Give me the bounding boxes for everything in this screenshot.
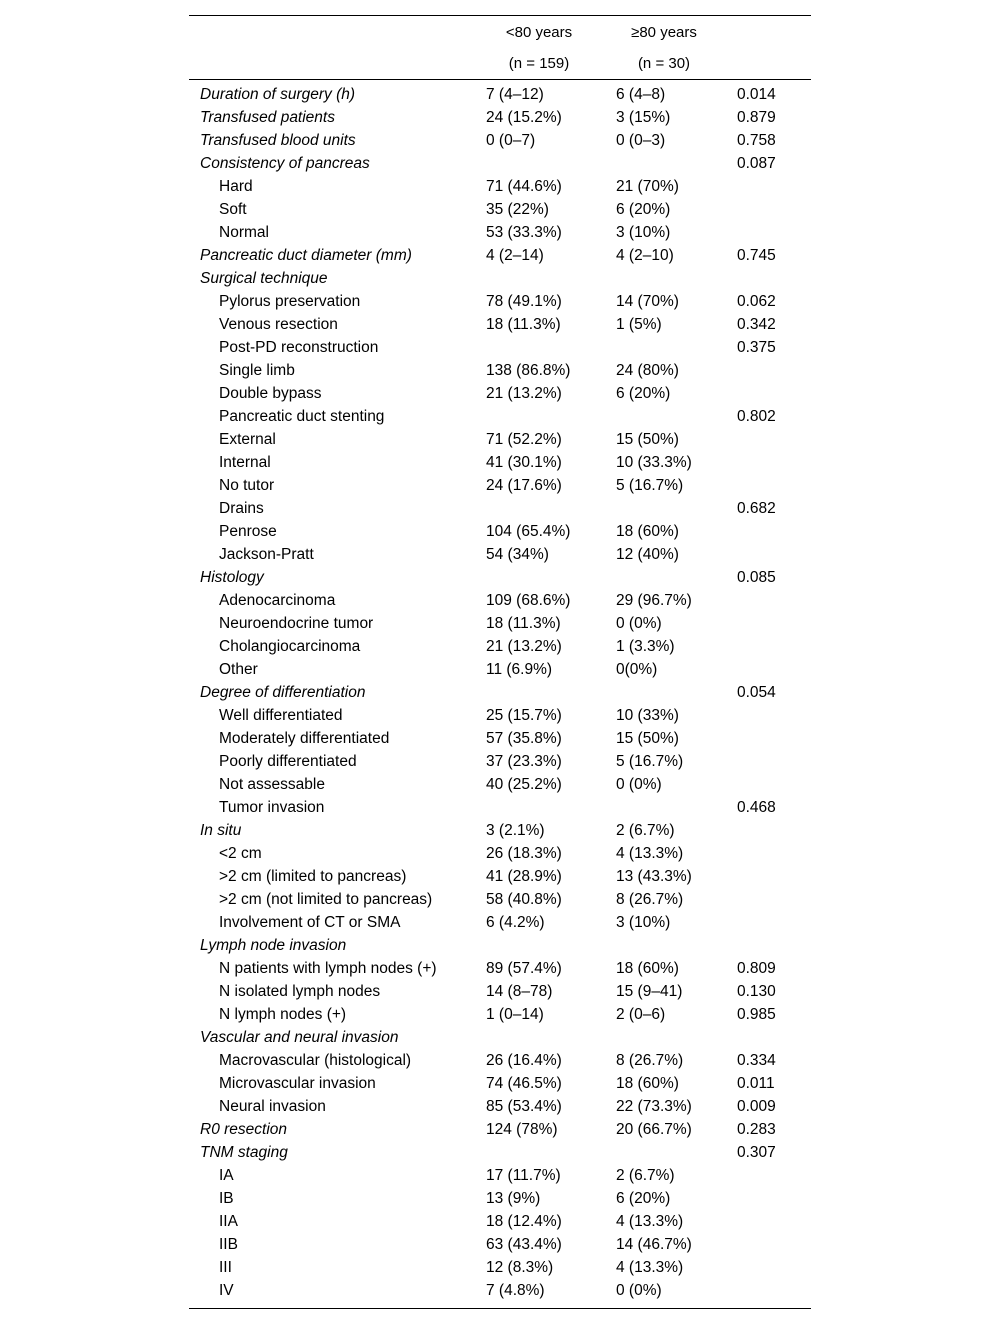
cell-80-plus: 4 (13.3%) <box>616 1259 684 1276</box>
cell-80-plus: 0 (0%) <box>616 776 662 793</box>
cell-under-80: 53 (33.3%) <box>486 224 562 241</box>
cell-under-80: 40 (25.2%) <box>486 776 562 793</box>
cell-80-plus: 14 (46.7%) <box>616 1236 692 1253</box>
cell-under-80: 54 (34%) <box>486 546 549 563</box>
cell-80-plus: 24 (80%) <box>616 362 679 379</box>
cell-under-80: 78 (49.1%) <box>486 293 562 310</box>
cell-under-80: 35 (22%) <box>486 201 549 218</box>
cell-under-80: 63 (43.4%) <box>486 1236 562 1253</box>
row-label: Jackson-Pratt <box>219 546 314 563</box>
row-label: IIB <box>219 1236 238 1253</box>
cell-80-plus: 13 (43.3%) <box>616 868 692 885</box>
row-label: Cholangiocarcinoma <box>219 638 361 655</box>
cell-p-value: 0.342 <box>737 316 776 333</box>
table-row <box>189 175 811 198</box>
cell-under-80: 18 (11.3%) <box>486 316 561 333</box>
table-row <box>189 1141 811 1164</box>
table-row <box>189 658 811 681</box>
table-row <box>189 1003 811 1026</box>
row-label: Single limb <box>219 362 295 379</box>
row-label: Microvascular invasion <box>219 1075 376 1092</box>
row-label: In situ <box>200 822 242 839</box>
cell-under-80: 6 (4.2%) <box>486 914 545 931</box>
cell-p-value: 0.802 <box>737 408 776 425</box>
table-row <box>189 313 811 336</box>
table-row <box>189 589 811 612</box>
cell-80-plus: 29 (96.7%) <box>616 592 692 609</box>
cell-80-plus: 14 (70%) <box>616 293 679 310</box>
table-row <box>189 543 811 566</box>
cell-under-80: 21 (13.2%) <box>486 385 562 402</box>
cell-80-plus: 6 (20%) <box>616 1190 671 1207</box>
table-row <box>189 198 811 221</box>
cell-under-80: 58 (40.8%) <box>486 891 562 908</box>
cell-p-value: 0.375 <box>737 339 776 356</box>
table-row <box>189 1072 811 1095</box>
cell-80-plus: 5 (16.7%) <box>616 477 684 494</box>
cell-80-plus: 22 (73.3%) <box>616 1098 692 1115</box>
row-label: <2 cm <box>219 845 262 862</box>
row-label: Macrovascular (histological) <box>219 1052 412 1069</box>
cell-80-plus: 2 (0–6) <box>616 1006 666 1023</box>
row-label: Venous resection <box>219 316 338 333</box>
cell-p-value: 0.283 <box>737 1121 776 1138</box>
row-label: Transfused blood units <box>200 132 356 149</box>
row-label: Not assessable <box>219 776 325 793</box>
table-row <box>189 1095 811 1118</box>
row-label: N lymph nodes (+) <box>219 1006 347 1023</box>
cell-under-80: 24 (15.2%) <box>486 109 562 126</box>
cell-80-plus: 15 (50%) <box>616 431 679 448</box>
cell-p-value: 0.062 <box>737 293 776 310</box>
cell-80-plus: 15 (9–41) <box>616 983 683 1000</box>
table-row <box>189 83 811 106</box>
table-row <box>189 497 811 520</box>
cell-80-plus: 1 (3.3%) <box>616 638 675 655</box>
table-row <box>189 934 811 957</box>
row-label: N isolated lymph nodes <box>219 983 381 1000</box>
table-row <box>189 1279 811 1302</box>
table-row <box>189 428 811 451</box>
row-label: IB <box>219 1190 234 1207</box>
row-label: Pancreatic duct stenting <box>219 408 385 425</box>
cell-80-plus: 2 (6.7%) <box>616 1167 675 1184</box>
table-row <box>189 566 811 589</box>
cell-80-plus: 20 (66.7%) <box>616 1121 692 1138</box>
row-label: IV <box>219 1282 234 1299</box>
cell-under-80: 4 (2–14) <box>486 247 544 264</box>
cell-p-value: 0.307 <box>737 1144 776 1161</box>
cell-80-plus: 0 (0%) <box>616 615 662 632</box>
cell-under-80: 0 (0–7) <box>486 132 536 149</box>
row-label: Pylorus preservation <box>219 293 361 310</box>
table-body <box>189 80 811 1308</box>
cell-p-value: 0.014 <box>737 86 776 103</box>
cell-under-80: 13 (9%) <box>486 1190 541 1207</box>
cell-80-plus: 3 (10%) <box>616 914 671 931</box>
table-row <box>189 750 811 773</box>
cell-80-plus: 10 (33.3%) <box>616 454 692 471</box>
cell-p-value: 0.085 <box>737 569 776 586</box>
table-row <box>189 1187 811 1210</box>
cell-80-plus: 6 (20%) <box>616 385 671 402</box>
row-label: Surgical technique <box>200 270 328 287</box>
table-row <box>189 1210 811 1233</box>
cell-under-80: 7 (4.8%) <box>486 1282 545 1299</box>
cell-80-plus: 3 (10%) <box>616 224 671 241</box>
table-row <box>189 1118 811 1141</box>
row-label: Penrose <box>219 523 277 540</box>
row-label: Soft <box>219 201 247 218</box>
cell-80-plus: 21 (70%) <box>616 178 679 195</box>
table-row <box>189 704 811 727</box>
cell-80-plus: 0 (0–3) <box>616 132 666 149</box>
cell-under-80: 37 (23.3%) <box>486 753 562 770</box>
cell-under-80: 14 (8–78) <box>486 983 553 1000</box>
row-label: Moderately differentiated <box>219 730 390 747</box>
cell-under-80: 3 (2.1%) <box>486 822 545 839</box>
row-label: Degree of differentiation <box>200 684 366 701</box>
row-label: N patients with lymph nodes (+) <box>219 960 437 977</box>
cell-80-plus: 12 (40%) <box>616 546 679 563</box>
row-label: Histology <box>200 569 264 586</box>
cell-under-80: 12 (8.3%) <box>486 1259 554 1276</box>
row-label: Pancreatic duct diameter (mm) <box>200 247 412 264</box>
cell-80-plus: 6 (4–8) <box>616 86 666 103</box>
table-row <box>189 382 811 405</box>
table-row <box>189 911 811 934</box>
table-row <box>189 1256 811 1279</box>
cell-under-80: 21 (13.2%) <box>486 638 562 655</box>
row-label: TNM staging <box>200 1144 288 1161</box>
table-row <box>189 773 811 796</box>
cell-p-value: 0.334 <box>737 1052 776 1069</box>
table-row <box>189 451 811 474</box>
cell-under-80: 124 (78%) <box>486 1121 558 1138</box>
row-label: Vascular and neural invasion <box>200 1029 399 1046</box>
table-row <box>189 106 811 129</box>
cell-under-80: 26 (18.3%) <box>486 845 562 862</box>
cell-80-plus: 15 (50%) <box>616 730 679 747</box>
row-label: Internal <box>219 454 271 471</box>
table-row <box>189 681 811 704</box>
cell-under-80: 18 (12.4%) <box>486 1213 562 1230</box>
cell-p-value: 0.879 <box>737 109 776 126</box>
cell-under-80: 71 (44.6%) <box>486 178 562 195</box>
table-row <box>189 359 811 382</box>
row-label: Neural invasion <box>219 1098 326 1115</box>
table-row <box>189 1026 811 1049</box>
cell-under-80: 89 (57.4%) <box>486 960 562 977</box>
table-row <box>189 635 811 658</box>
table-row <box>189 267 811 290</box>
row-label: External <box>219 431 276 448</box>
table-row <box>189 842 811 865</box>
cell-p-value: 0.054 <box>737 684 776 701</box>
row-label: >2 cm (not limited to pancreas) <box>219 891 433 908</box>
cell-p-value: 0.745 <box>737 247 776 264</box>
row-label: III <box>219 1259 232 1276</box>
cell-80-plus: 3 (15%) <box>616 109 671 126</box>
row-label: Drains <box>219 500 264 517</box>
cell-under-80: 41 (30.1%) <box>486 454 562 471</box>
table-row <box>189 957 811 980</box>
cell-under-80: 26 (16.4%) <box>486 1052 562 1069</box>
cell-80-plus: 4 (13.3%) <box>616 1213 684 1230</box>
group2-header-n: (n = 30) <box>637 55 691 72</box>
cell-under-80: 138 (86.8%) <box>486 362 571 379</box>
row-label: Other <box>219 661 258 678</box>
row-label: IIA <box>219 1213 238 1230</box>
cell-80-plus: 10 (33%) <box>616 707 679 724</box>
cell-p-value: 0.468 <box>737 799 776 816</box>
cell-under-80: 25 (15.7%) <box>486 707 562 724</box>
table-row <box>189 244 811 267</box>
cell-under-80: 57 (35.8%) <box>486 730 562 747</box>
cell-p-value: 0.985 <box>737 1006 776 1023</box>
table-row <box>189 129 811 152</box>
cell-80-plus: 1 (5%) <box>616 316 662 333</box>
table-row <box>189 474 811 497</box>
table-row <box>189 1049 811 1072</box>
cell-80-plus: 2 (6.7%) <box>616 822 675 839</box>
row-label: Well differentiated <box>219 707 343 724</box>
data-table <box>189 15 811 1309</box>
cell-under-80: 17 (11.7%) <box>486 1167 561 1184</box>
table-row <box>189 819 811 842</box>
row-label: Normal <box>219 224 269 241</box>
cell-p-value: 0.682 <box>737 500 776 517</box>
cell-80-plus: 5 (16.7%) <box>616 753 684 770</box>
cell-under-80: 24 (17.6%) <box>486 477 562 494</box>
table-row <box>189 1164 811 1187</box>
table-row <box>189 727 811 750</box>
table-row <box>189 221 811 244</box>
cell-under-80: 71 (52.2%) <box>486 431 562 448</box>
row-label: Involvement of CT or SMA <box>219 914 401 931</box>
row-label: Duration of surgery (h) <box>200 86 356 103</box>
row-label: Adenocarcinoma <box>219 592 336 609</box>
group1-header-label: <80 years <box>505 24 573 41</box>
row-label: Lymph node invasion <box>200 937 347 954</box>
row-label: Hard <box>219 178 253 195</box>
cell-80-plus: 6 (20%) <box>616 201 671 218</box>
cell-under-80: 109 (68.6%) <box>486 592 571 609</box>
cell-80-plus: 18 (60%) <box>616 1075 679 1092</box>
row-label: >2 cm (limited to pancreas) <box>219 868 407 885</box>
cell-p-value: 0.758 <box>737 132 776 149</box>
cell-80-plus: 8 (26.7%) <box>616 1052 684 1069</box>
row-label: R0 resection <box>200 1121 288 1138</box>
cell-80-plus: 4 (13.3%) <box>616 845 684 862</box>
cell-under-80: 41 (28.9%) <box>486 868 562 885</box>
row-label: Double bypass <box>219 385 322 402</box>
cell-80-plus: 8 (26.7%) <box>616 891 684 908</box>
cell-under-80: 74 (46.5%) <box>486 1075 562 1092</box>
table-header <box>189 16 811 79</box>
row-label: Consistency of pancreas <box>200 155 370 172</box>
table-row <box>189 336 811 359</box>
cell-under-80: 104 (65.4%) <box>486 523 571 540</box>
table-row <box>189 152 811 175</box>
cell-under-80: 7 (4–12) <box>486 86 544 103</box>
cell-80-plus: 18 (60%) <box>616 960 679 977</box>
row-label: Transfused patients <box>200 109 335 126</box>
row-label: Poorly differentiated <box>219 753 357 770</box>
table-row <box>189 405 811 428</box>
cell-p-value: 0.809 <box>737 960 776 977</box>
row-label: No tutor <box>219 477 275 494</box>
cell-80-plus: 4 (2–10) <box>616 247 674 264</box>
cell-under-80: 85 (53.4%) <box>486 1098 562 1115</box>
table-row <box>189 865 811 888</box>
table-row <box>189 290 811 313</box>
table-row <box>189 612 811 635</box>
bottom-rule <box>189 1308 811 1309</box>
cell-p-value: 0.130 <box>737 983 776 1000</box>
table-row <box>189 520 811 543</box>
table-row <box>189 1233 811 1256</box>
group1-header-n: (n = 159) <box>508 55 570 72</box>
cell-under-80: 1 (0–14) <box>486 1006 544 1023</box>
cell-80-plus: 0(0%) <box>616 661 658 678</box>
cell-under-80: 11 (6.9%) <box>486 661 553 678</box>
row-label: Neuroendocrine tumor <box>219 615 374 632</box>
table-row <box>189 888 811 911</box>
cell-under-80: 18 (11.3%) <box>486 615 561 632</box>
table-row <box>189 796 811 819</box>
cell-80-plus: 18 (60%) <box>616 523 679 540</box>
row-label: Post-PD reconstruction <box>219 339 379 356</box>
group2-header-label: ≥80 years <box>631 24 697 41</box>
cell-p-value: 0.011 <box>737 1075 775 1092</box>
cell-p-value: 0.087 <box>737 155 776 172</box>
table-row <box>189 980 811 1003</box>
cell-p-value: 0.009 <box>737 1098 776 1115</box>
row-label: IA <box>219 1167 234 1184</box>
row-label: Tumor invasion <box>219 799 325 816</box>
cell-80-plus: 0 (0%) <box>616 1282 662 1299</box>
